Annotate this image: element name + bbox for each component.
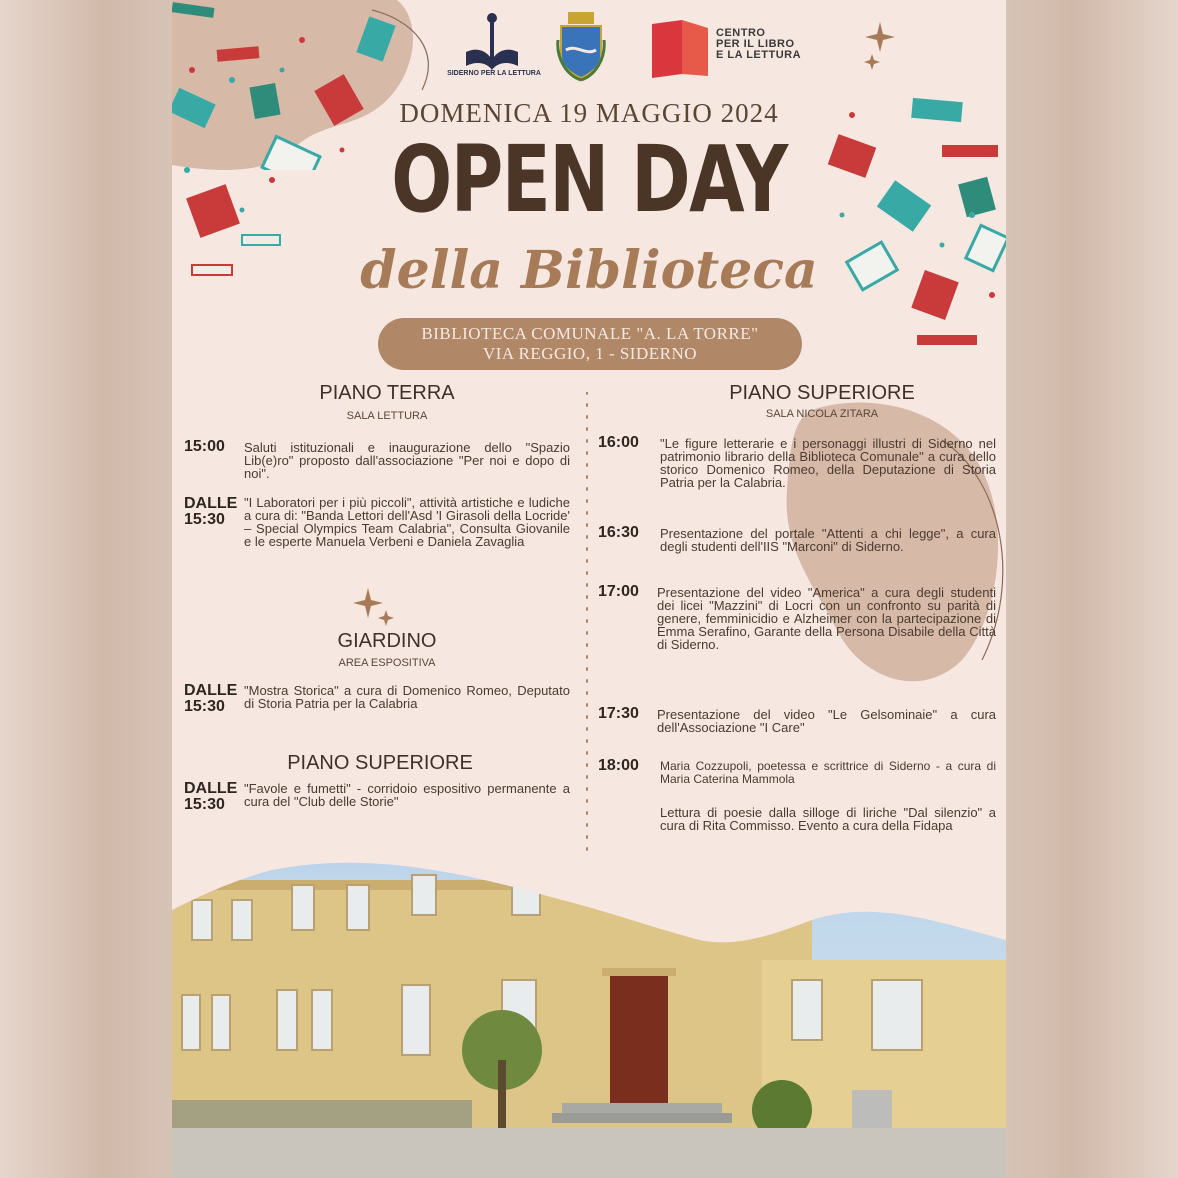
event-poster xyxy=(172,0,1006,1178)
sponsor-logos xyxy=(447,8,852,88)
venue-address-badge xyxy=(378,318,802,370)
sparkle-icon xyxy=(350,588,396,628)
event-description: Presentazione del video "America" a cura degli studenti dei licei "Mazzini" di Locri con un confronto su parità di genere, femminicidio e Alzheimer con la partecipazione di Emma Serafino, Garante della Persona Disabile della Città di Siderno. xyxy=(657,585,996,652)
library-building-photo xyxy=(172,860,1006,1178)
poster-subtitle: della Biblioteca xyxy=(360,240,818,301)
open-book-logo-icon xyxy=(650,18,710,80)
event-date: DOMENICA 19 MAGGIO 2024 xyxy=(399,98,779,128)
sponsor3-logo-text: CENTRO PER IL LIBRO E LA LETTURA xyxy=(716,27,802,61)
event-description: Saluti istituzionali e inaugurazione dello "Spazio Lib(e)ro" proposto dall'associazione "Per noi e dopo di noi". xyxy=(244,440,570,481)
event-description: "Mostra Storica" a cura di Domenico Romeo, Deputato di Storia Patria per la Calabria xyxy=(244,683,570,711)
venue-name: BIBLIOTECA COMUNALE "A. LA TORRE" xyxy=(421,324,759,343)
column-divider xyxy=(586,392,588,854)
left-blurred-margin xyxy=(0,0,172,1178)
municipal-coat-of-arms-icon xyxy=(556,10,606,82)
right-blurred-margin xyxy=(1006,0,1178,1178)
event-time: 18:00 xyxy=(598,757,639,774)
event-time: 17:30 xyxy=(598,705,639,722)
sponsor1-logo-text: SIDERNO PER LA LETTURA xyxy=(447,70,541,77)
event-time: 17:00 xyxy=(598,583,639,600)
event-description-secondary: Lettura di poesie dalla silloge di liriche "Dal silenzio" a cura di Rita Commisso. Evento a cura della Fidapa xyxy=(660,805,996,833)
venue-street: VIA REGGIO, 1 - SIDERNO xyxy=(482,344,698,363)
event-time: DALLE 15:30 xyxy=(184,495,238,528)
section-subtitle-sala-nicola-zitara: SALA NICOLA ZITARA xyxy=(765,408,879,420)
section-title-giardino: GIARDINO xyxy=(337,630,437,652)
event-time: DALLE 15:30 xyxy=(184,682,238,715)
section-title-piano-terra: PIANO TERRA xyxy=(319,382,455,404)
event-description: "Favole e fumetti" - corridoio espositivo permanente a cura del "Club delle Storie" xyxy=(244,781,570,809)
event-time: 16:30 xyxy=(598,524,639,541)
sparkle-icon xyxy=(862,22,902,72)
event-description: Maria Cozzupoli, poetessa e scrittrice di Siderno - a cura di Maria Caterina Mammola xyxy=(660,759,996,786)
poster-title: OPEN DAY xyxy=(391,126,787,233)
event-time: 15:00 xyxy=(184,438,225,455)
event-description: Presentazione del portale "Attenti a chi legge", a cura degli studenti dell'IIS "Marconi" di Siderno. xyxy=(660,526,996,554)
event-time: 16:00 xyxy=(598,434,639,451)
event-description: Presentazione del video "Le Gelsominaie" a cura dell'Associazione "I Care" xyxy=(657,707,996,735)
section-subtitle-area-espositiva: AREA ESPOSITIVA xyxy=(338,657,436,669)
event-description: "I Laboratori per i più piccoli", attività artistiche e ludiche a cura di: "Banda Lettori dell'Asd 'I Girasoli della Locride' – Special Olympics Team Calabria", Consulta Giovanile e le esperte Manuela Verbeni e Daniela Zavaglia xyxy=(244,495,570,549)
event-description: "Le figure letterarie e i personaggi illustri di Siderno nel patrimonio librario della Biblioteca Comunale" a cura dello storico Domenico Romeo, della Deputazione di Storia Patria per la Calabria. xyxy=(660,436,996,490)
section-subtitle-sala-lettura: SALA LETTURA xyxy=(346,410,428,422)
event-time: DALLE 15:30 xyxy=(184,780,238,813)
section-title-piano-superiore: PIANO SUPERIORE xyxy=(729,382,915,404)
section-title-piano-superiore-left: PIANO SUPERIORE xyxy=(287,752,473,774)
